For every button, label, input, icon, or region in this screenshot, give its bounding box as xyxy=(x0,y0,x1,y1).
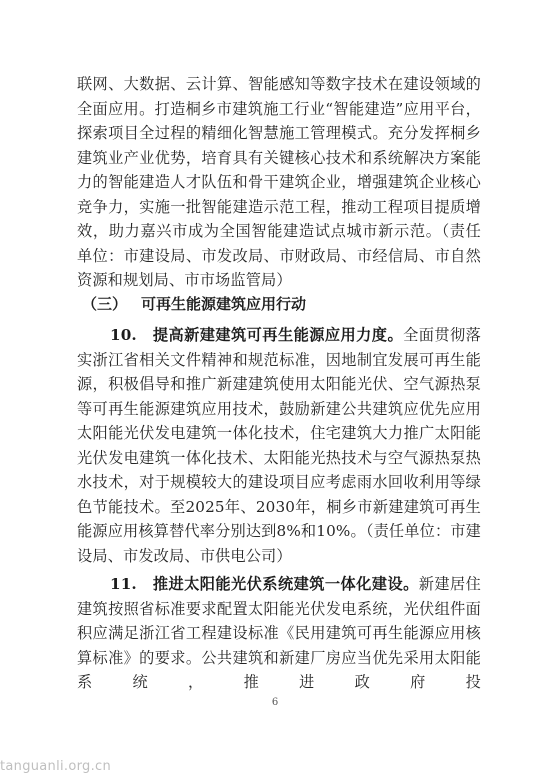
item-11-paragraph xyxy=(77,572,481,695)
page-number: 6 xyxy=(271,697,279,708)
section-title: 可再生能源建筑应用行动 xyxy=(141,295,307,313)
section-heading xyxy=(82,293,306,315)
item-10-text: 全面贯彻落实浙江省相关文件精神和规范标准，因地制宜发展可再生能源，积极倡导和推广新建建筑使用太阳能光伏、空气源热泵等可再生能源建筑应用技术，鼓励新建公共建筑应优先应用太阳能光伏发电建筑一体化技术，住宅建筑大力推广太阳能光伏发电建筑一体化技术、太阳能光热技术与空气源热泵热水技术，对于规模较大的建设项目应考虑雨水回收利用等绿色节能技术。至2025年、2030年，桐乡市新建建筑可再生能源应用核算替代率分别达到8%和10%。（责任单位：市建设局、市发改局、市供电公司） xyxy=(77,326,481,565)
item-10-paragraph xyxy=(77,323,481,568)
item-10-lead: 10. 提高新建建筑可再生能源应用力度。 xyxy=(110,326,404,344)
site-watermark: tanguanli.org.cn xyxy=(0,759,111,774)
item-11-lead: 11. 推进太阳能光伏系统建筑一体化建设。 xyxy=(110,575,419,593)
paragraph-text: 联网、大数据、云计算、智能感知等数字技术在建设领域的全面应用。打造桐乡市建筑施工行业“智能建造”应用平台，探索项目全过程的精细化智慧施工管理模式。充分发挥桐乡建筑业产业优势，培育具有关键核心技术和系统解决方案能力的智能建造人才队伍和骨干建筑企业，增强建筑企业核心竞争力，实施一批智能建造示范工程，推动工程项目提质增效，助力嘉兴市成为全国智能建造试点城市新示范。（责任单位：市建设局、市发改局、市财政局、市经信局、市自然资源和规划局、市市场监管局） xyxy=(77,75,481,289)
item-11-text: 新建居住建筑按照省标准要求配置太阳能光伏发电系统，光伏组件面积应满足浙江省工程建设标准《民用建筑可再生能源应用核算标准》的要求。公共建筑和新建厂房应当优先采用太阳能系统，推进政府投 xyxy=(77,575,481,691)
section-number: （三） xyxy=(82,295,128,313)
paragraph-smart-construction xyxy=(77,72,481,293)
